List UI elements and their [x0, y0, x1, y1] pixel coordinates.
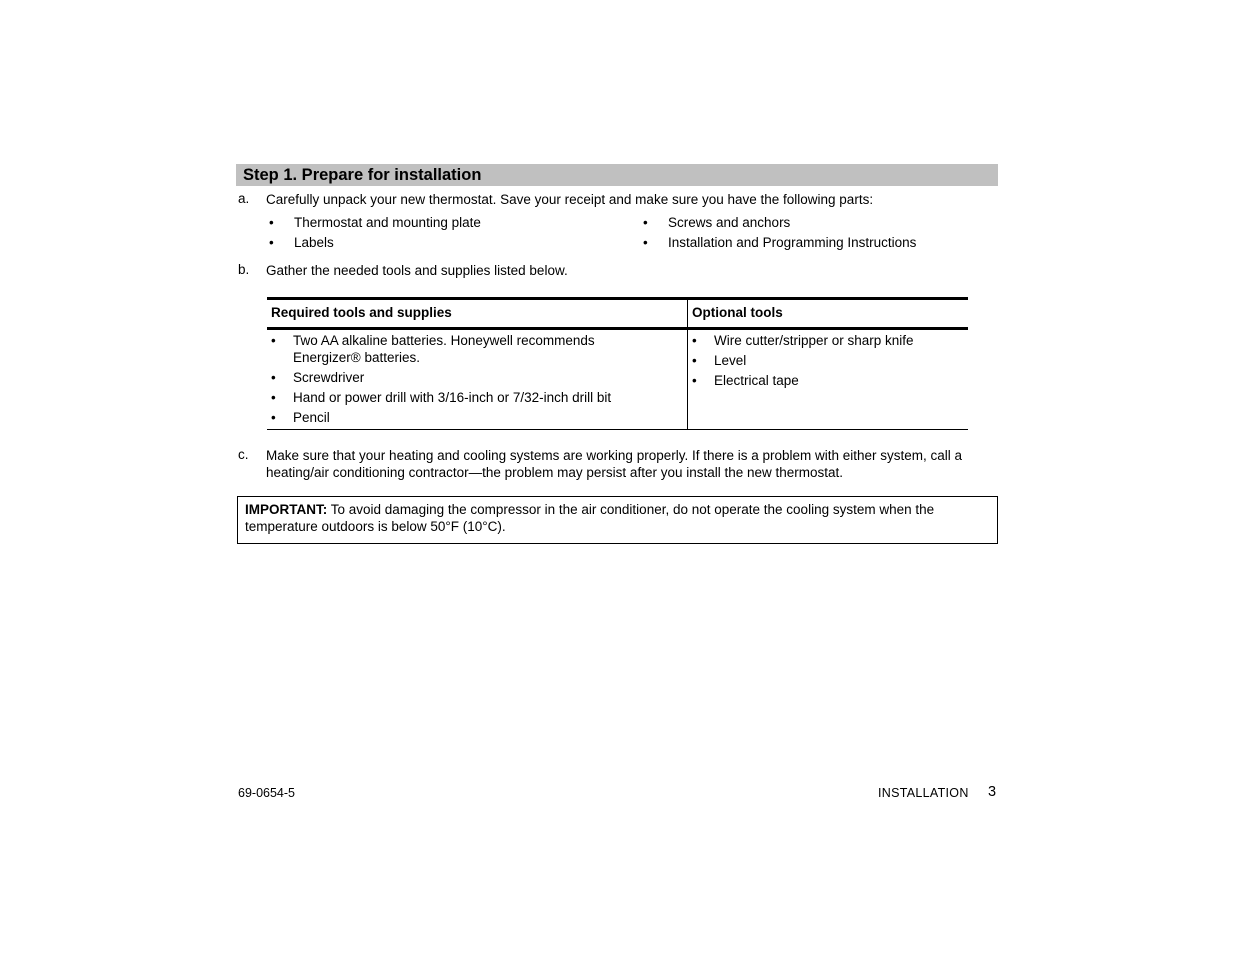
optional-tools-list: [692, 332, 962, 392]
required-tools-list: [271, 332, 651, 429]
table-header-optional: Optional tools: [692, 305, 783, 320]
table-row: • Electrical tape: [692, 373, 799, 388]
table-row: • Screwdriver: [271, 370, 365, 385]
table-header-required: Required tools and supplies: [271, 305, 452, 320]
bullet-icon: •: [692, 373, 697, 388]
step-heading: Step 1. Prepare for installation: [236, 164, 998, 186]
item-c-line-2: heating/air conditioning contractor—the problem may persist after you install the new thermostat.: [266, 465, 844, 480]
list-item: • Labels: [269, 233, 481, 253]
item-b-text: Gather the needed tools and supplies listed below.: [266, 263, 568, 278]
table-row: • Hand or power drill with 3/16-inch or 7/32-inch drill bit: [271, 390, 612, 405]
list-item: • Screws and anchors: [643, 213, 916, 233]
bullet-icon: •: [269, 235, 274, 250]
tools-table: [267, 297, 968, 430]
item-c-line-1: Make sure that your heating and cooling systems are working properly. If there is a problem with either system, call a: [266, 448, 963, 463]
important-notice: [237, 496, 998, 544]
parts-list-right: [643, 213, 916, 253]
table-header-rule: [267, 327, 968, 330]
bullet-icon: •: [271, 370, 276, 385]
item-c-text: [266, 447, 962, 481]
table-row: • Level: [692, 353, 747, 368]
bullet-icon: •: [271, 333, 276, 348]
section-name: INSTALLATION: [878, 786, 969, 800]
item-b-letter: b.: [238, 262, 250, 277]
table-row: • Wire cutter/stripper or sharp knife: [692, 333, 914, 348]
important-label: IMPORTANT:: [245, 502, 328, 517]
important-text: To avoid damaging the compressor in the air conditioner, do not operate the cooling system when the temperature outdoors is below 50°F (10°C).: [245, 502, 935, 534]
document-number: 69-0654-5: [238, 786, 295, 800]
bullet-icon: •: [271, 390, 276, 405]
list-item: • Installation and Programming Instructions: [643, 233, 916, 253]
item-c-letter: c.: [238, 447, 249, 462]
item-a-text: Carefully unpack your new thermostat. Save your receipt and make sure you have the following parts:: [266, 192, 874, 207]
parts-list-left: [269, 213, 481, 253]
page-number: 3: [988, 784, 997, 800]
bullet-icon: •: [692, 353, 697, 368]
bullet-icon: •: [643, 235, 648, 250]
item-a-letter: a.: [238, 191, 250, 206]
bullet-icon: •: [271, 410, 276, 425]
list-item: • Thermostat and mounting plate: [269, 213, 481, 233]
table-row: • Pencil: [271, 410, 330, 425]
bullet-icon: •: [269, 215, 274, 230]
bullet-icon: •: [643, 215, 648, 230]
table-row: • Two AA alkaline batteries. Honeywell recommends Energizer® batteries.: [271, 333, 595, 365]
table-column-divider: [687, 300, 688, 429]
bullet-icon: •: [692, 333, 697, 348]
